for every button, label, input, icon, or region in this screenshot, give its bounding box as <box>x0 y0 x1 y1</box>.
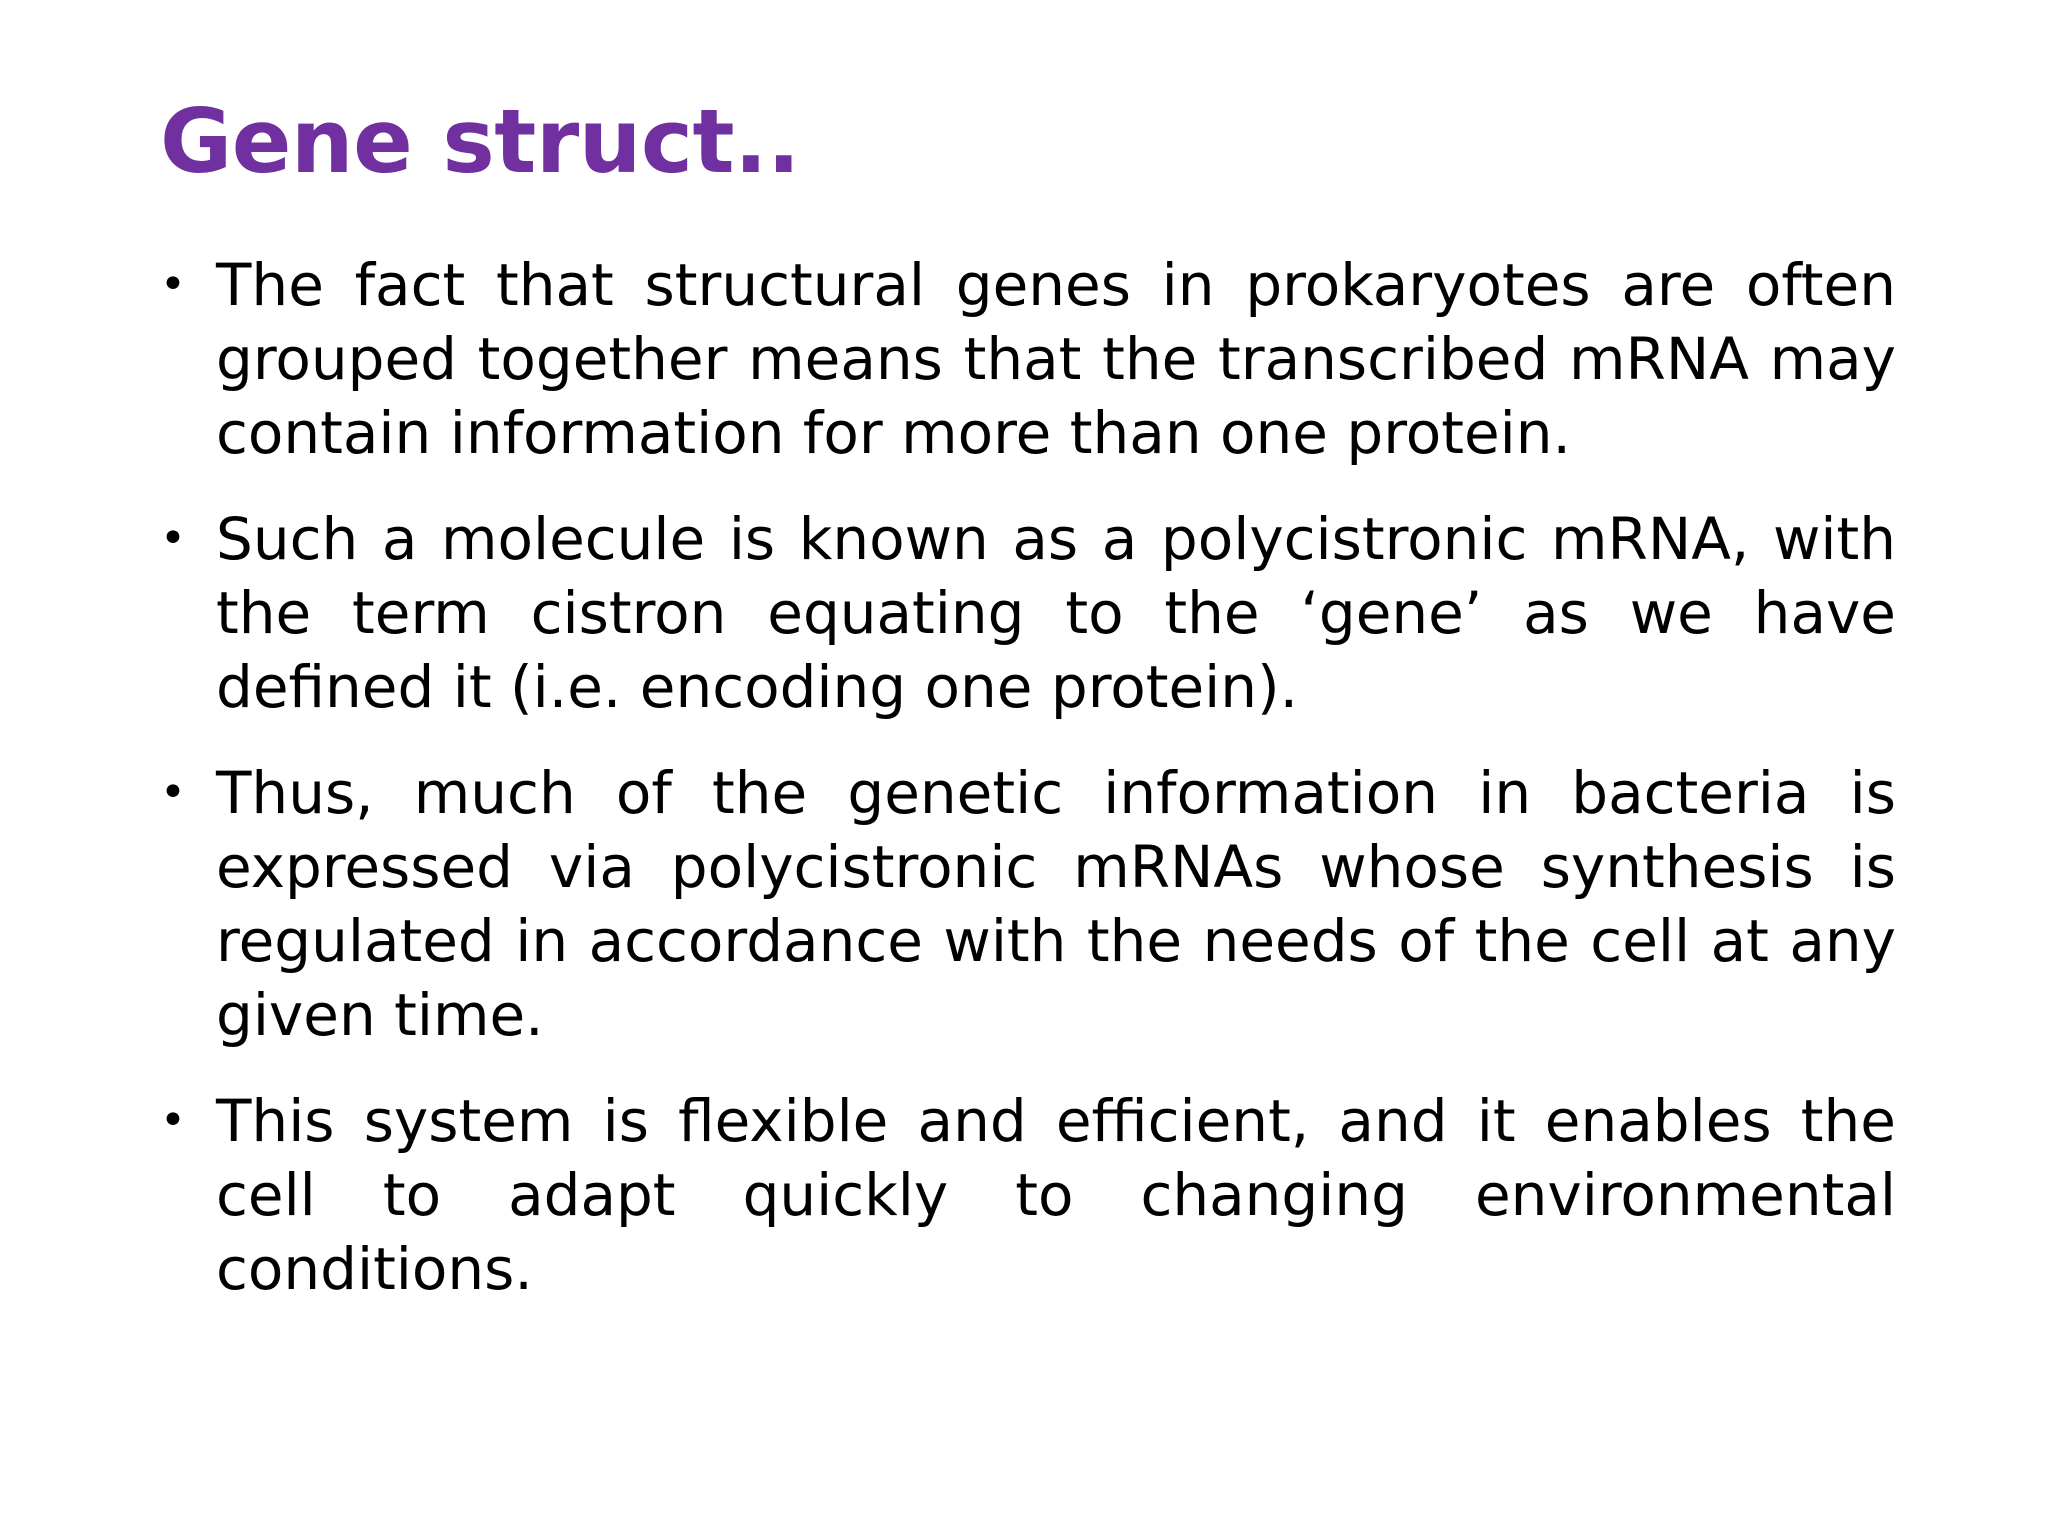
bullet-item <box>160 502 1896 724</box>
bullet-item <box>160 1084 1896 1306</box>
bullet-text: This system is flexible and efficient, and it enables the cell to adapt quickly to changing environmental conditions. <box>216 1087 1896 1303</box>
slide-title: Gene struct.. <box>160 90 800 193</box>
bullet-text: Thus, much of the genetic information in bacteria is expressed via polycistronic mRNAs whose synthesis is regulated in accordance with the needs of the cell at any given time. <box>216 759 1896 1049</box>
bullet-text: The fact that structural genes in prokaryotes are often grouped together means that the transcribed mRNA may contain information for more than one protein. <box>216 251 1896 467</box>
bullet-item <box>160 248 1896 470</box>
bullet-dot-icon: • <box>160 767 186 818</box>
bullet-dot-icon: • <box>160 259 186 310</box>
bullet-text: Such a molecule is known as a polycistronic mRNA, with the term cistron equating to the ‘gene’ as we have defined it (i.e. encoding one protein). <box>216 505 1896 721</box>
bullet-dot-icon: • <box>160 1095 186 1146</box>
bullet-item <box>160 756 1896 1052</box>
bullet-list <box>160 248 1896 1338</box>
bullet-dot-icon: • <box>160 513 186 564</box>
